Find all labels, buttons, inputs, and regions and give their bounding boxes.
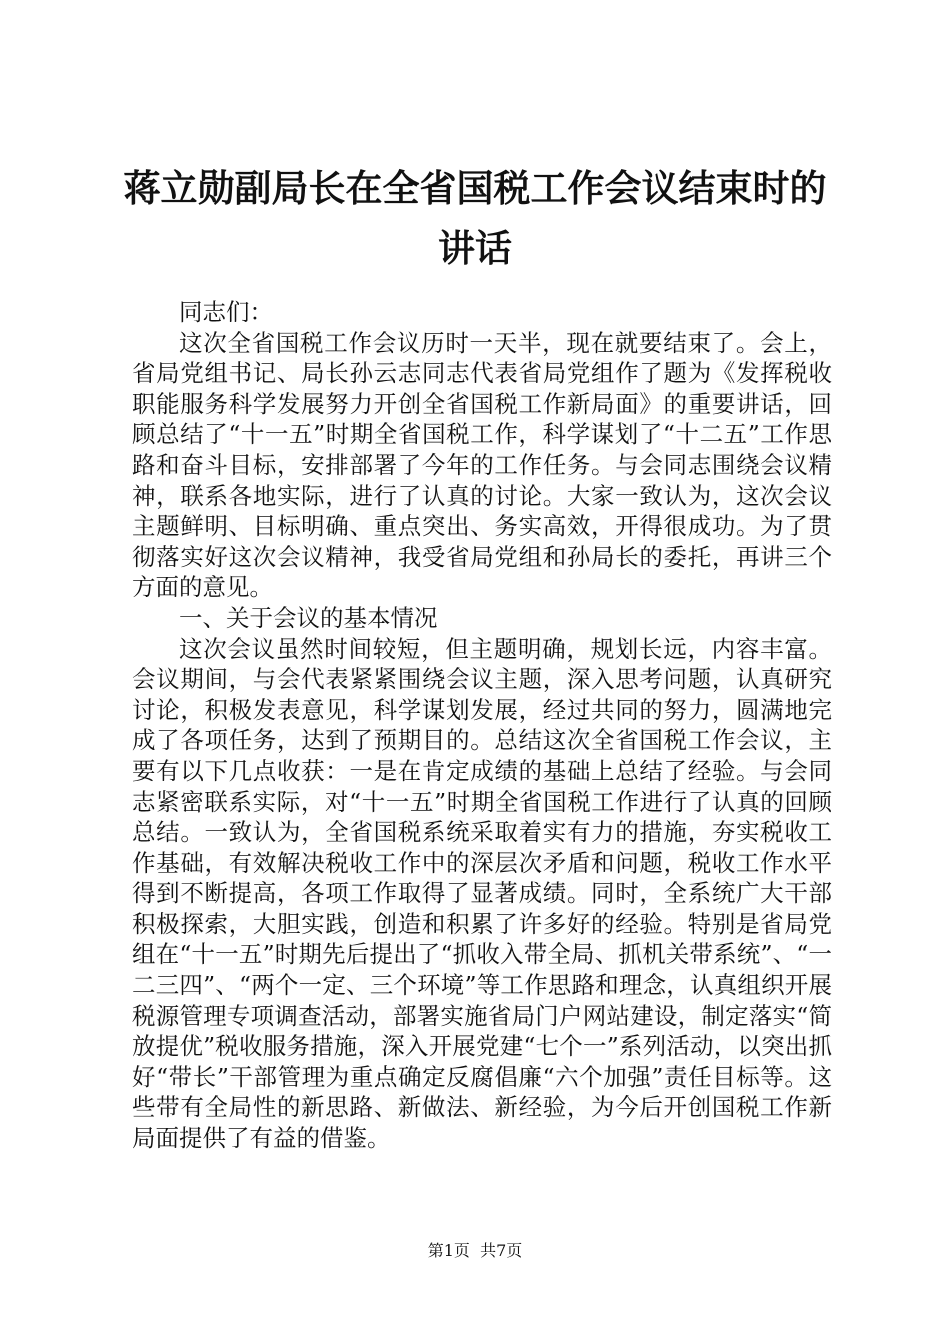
page-total: 共7页 [480, 1241, 523, 1260]
document-title: 蒋立勋副局长在全省国税工作会议结束时的讲话 [123, 166, 827, 270]
salutation: 同志们： [179, 298, 273, 326]
page-number: 第1页 [427, 1241, 470, 1260]
page-footer [0, 1241, 950, 1261]
paragraph-intro: 这次全省国税工作会议历时一天半，现在就要结束了。会上，省局党组书记、局长孙云志同志代表省局党组作了题为《发挥税收职能服务科学发展努力开创全省国税工作新局面》的重要讲话，回顾总结了“十一五”时期全省国税工作，科学谋划了“十二五”工作思路和奋斗目标，安排部署了今年的工作任务。与会同志围绕会议精神，联系各地实际，进行了认真的讨论。大家一致认为，这次会议主题鲜明、目标明确、重点突出、务实高效，开得很成功。为了贯彻落实好这次会议精神，我受省局党组和孙局长的委托，再讲三个方面的意见。 [132, 328, 832, 602]
document-body [132, 297, 832, 1154]
section-heading: 一、关于会议的基本情况 [179, 603, 438, 632]
footer-spacer [470, 1241, 480, 1260]
paragraph-section-1: 这次会议虽然时间较短，但主题明确，规划长远，内容丰富。会议期间，与会代表紧紧围绕会议主题，深入思考问题，认真研究讨论，积极发表意见，科学谋划发展，经过共同的努力，圆满地完成了各项任务，达到了预期目的。总结这次全省国税工作会议，主要有以下几点收获：一是在肯定成绩的基础上总结了经验。与会同志紧密联系实际，对“十一五”时期全省国税工作进行了认真的回顾总结。一致认为，全省国税系统采取着实有力的措施，夯实税收工作基础，有效解决税收工作中的深层次矛盾和问题，税收工作水平得到不断提高，各项工作取得了显著成绩。同时，全系统广大干部积极探索，大胆实践，创造和积累了许多好的经验。特别是省局党组在“十一五”时期先后提出了“抓收入带全局、抓机关带系统”、“一二三四”、“两个一定、三个环境”等工作思路和理念，认真组织开展税源管理专项调查活动，部署实施省局门户网站建设，制定落实“简放提优”税收服务措施，深入开展党建“七个一”系列活动，以突出抓好“带长”干部管理为重点确定反腐倡廉“六个加强”责任目标等。这些带有全局性的新思路、新做法、新经验，为今后开创国税工作新局面提供了有益的借鉴。 [132, 634, 832, 1153]
